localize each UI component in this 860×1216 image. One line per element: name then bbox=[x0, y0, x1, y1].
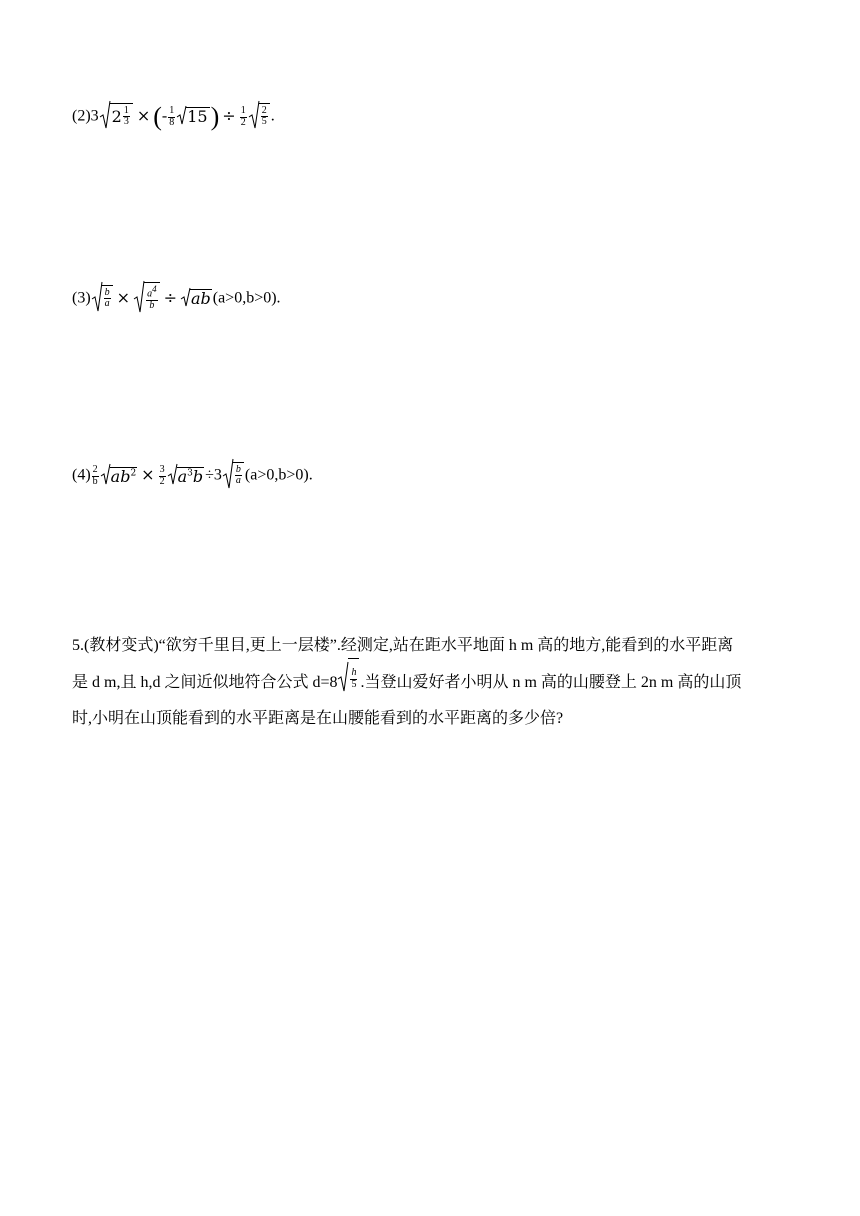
exponent: 2 bbox=[130, 468, 137, 479]
radical-a4-over-b bbox=[134, 280, 160, 318]
radical-ab bbox=[181, 287, 212, 311]
fraction-denominator: 8 bbox=[169, 116, 175, 128]
divide-symbol: ÷ bbox=[163, 287, 177, 307]
radicand-factor: b bbox=[192, 467, 204, 486]
problem-label: (3) bbox=[72, 289, 91, 307]
divide-symbol: ÷ bbox=[222, 105, 236, 125]
fraction-denominator: 2 bbox=[159, 475, 165, 487]
problem-5-text: 是 d m,且 h,d 之间近似地符合公式 d=8 bbox=[72, 673, 338, 691]
problem-3 bbox=[72, 280, 281, 318]
fraction-numerator: h bbox=[351, 667, 357, 679]
problem-5 bbox=[72, 628, 792, 736]
radical-b-over-a bbox=[92, 281, 113, 317]
fraction-numerator: 1 bbox=[240, 105, 246, 116]
fraction-denominator: 2 bbox=[240, 116, 246, 128]
coefficient: 3 bbox=[90, 107, 99, 125]
exponent: 4 bbox=[152, 284, 157, 295]
negative-sign: - bbox=[161, 107, 168, 125]
fraction-numerator: 2 bbox=[92, 464, 98, 475]
divide-coefficient: ÷3 bbox=[205, 466, 222, 484]
condition: (a>0,b>0). bbox=[244, 466, 313, 484]
problem-5-line-1: 5.(教材变式)“欲穷千里目,更上一层楼”.经测定,站在距水平地面 h m 高的地方,能看到的水平距离 bbox=[72, 637, 734, 654]
problem-2 bbox=[72, 100, 275, 134]
radicand: 15 bbox=[187, 107, 208, 126]
problem-5-text: .当登山爱好者小明从 n m 高的山腰登上 2n m 高的山顶 bbox=[360, 673, 742, 691]
fraction-denominator: b bbox=[149, 300, 155, 312]
open-paren: ( bbox=[153, 102, 162, 131]
fraction-numerator: 3 bbox=[159, 464, 165, 475]
times-symbol: × bbox=[136, 105, 151, 125]
fraction-numerator: 2 bbox=[261, 104, 267, 116]
problem-5-line-3: 时,小明在山顶能看到的水平距离是在山腰能看到的水平距离的多少倍? bbox=[72, 710, 564, 727]
fraction-denominator: 3 bbox=[123, 116, 129, 127]
radical-ab2 bbox=[101, 463, 138, 489]
fraction-numerator: b bbox=[104, 286, 110, 298]
problem-5-line-2 bbox=[72, 663, 792, 701]
problem-4 bbox=[72, 458, 313, 494]
fraction-denominator: a bbox=[235, 475, 241, 486]
fraction-denominator: 5 bbox=[261, 116, 267, 127]
fraction-denominator: b bbox=[92, 475, 98, 487]
problem-label: (4) bbox=[72, 466, 91, 484]
fraction-numerator: 1 bbox=[169, 105, 175, 116]
mixed-whole: 2 bbox=[111, 106, 122, 126]
radical-mixed-number bbox=[100, 100, 133, 134]
condition: (a>0,b>0). bbox=[212, 289, 281, 307]
fraction-denominator: 5 bbox=[351, 678, 357, 690]
fraction-numerator: a bbox=[147, 288, 153, 300]
radical-h-over-5 bbox=[338, 658, 359, 706]
times-symbol: × bbox=[116, 287, 131, 307]
fraction-numerator: b bbox=[235, 463, 241, 475]
radical-a3b bbox=[168, 463, 205, 489]
close-paren: ) bbox=[210, 102, 220, 131]
radicand: ab bbox=[190, 289, 211, 308]
radicand: ab bbox=[110, 467, 131, 486]
radical-15 bbox=[177, 105, 209, 129]
times-symbol: × bbox=[141, 464, 155, 484]
radical-fraction bbox=[249, 100, 270, 134]
exponent: 3 bbox=[187, 468, 193, 479]
fraction-numerator: 1 bbox=[123, 104, 129, 116]
period: . bbox=[270, 107, 275, 125]
radicand-base: a bbox=[177, 467, 188, 486]
problem-label: (2) bbox=[72, 107, 91, 125]
radical-b-over-a bbox=[223, 458, 244, 494]
fraction-denominator: a bbox=[104, 298, 110, 309]
